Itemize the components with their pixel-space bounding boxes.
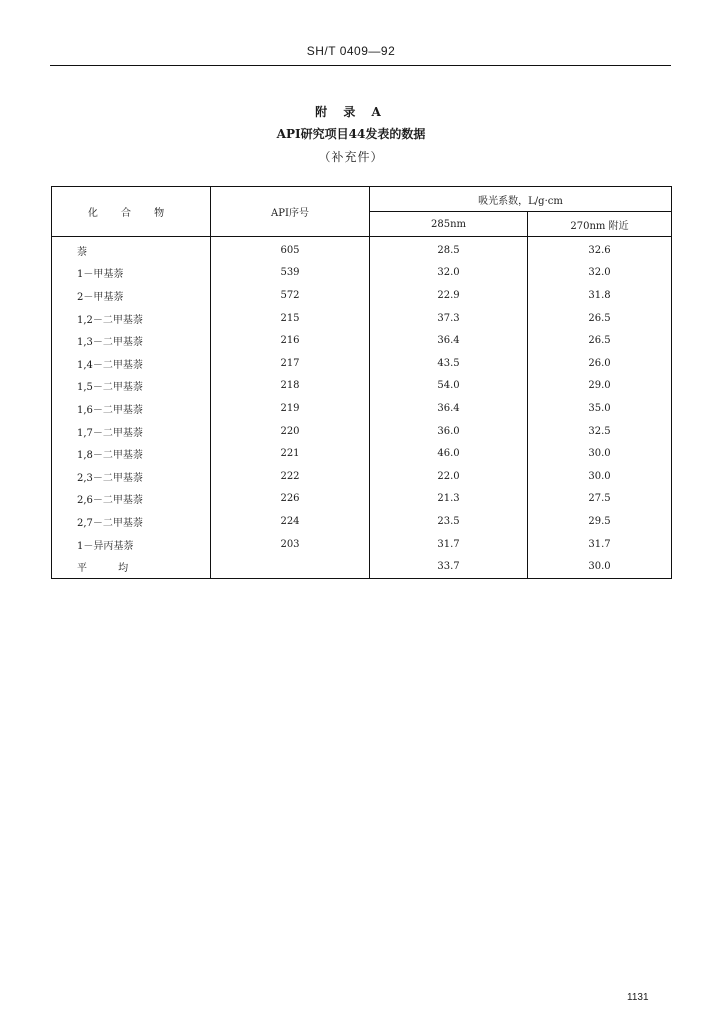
header-285nm: 285nm bbox=[370, 212, 528, 237]
value-270nm-cell: 35.0 bbox=[588, 402, 611, 414]
value-285nm-cell: 33.7 bbox=[370, 555, 528, 578]
value-285nm-cell: 28.5 bbox=[370, 237, 528, 262]
table-row bbox=[52, 375, 672, 398]
api-number-cell: 217 bbox=[211, 352, 370, 375]
table-row bbox=[52, 488, 672, 511]
compound-cell: 2,7－二甲基萘 bbox=[52, 510, 211, 533]
compound-cell: 1,8－二甲基萘 bbox=[52, 442, 211, 465]
compound-cell: 2,3－二甲基萘 bbox=[52, 465, 211, 488]
value-285nm-cell: 54.0 bbox=[370, 375, 528, 398]
header-compound: 化 合 物 bbox=[52, 187, 211, 237]
table-row bbox=[52, 465, 672, 488]
value-270nm-cell: 30.0 bbox=[588, 561, 611, 573]
table-row bbox=[52, 307, 672, 330]
compound-cell: 萘 bbox=[52, 237, 211, 262]
appendix-subtitle: （补充件） bbox=[318, 150, 384, 164]
table-body bbox=[52, 237, 672, 579]
api-number-cell: 218 bbox=[211, 375, 370, 398]
appendix-title: API研究项目44发表的数据 bbox=[276, 127, 426, 141]
compound-cell: 1,2－二甲基萘 bbox=[52, 307, 211, 330]
table-row bbox=[52, 352, 672, 375]
table-row bbox=[52, 533, 672, 556]
value-270nm-cell: 26.5 bbox=[588, 335, 611, 347]
value-285nm-cell: 36.0 bbox=[370, 420, 528, 443]
value-285nm-cell: 23.5 bbox=[370, 510, 528, 533]
value-270nm-cell: 29.5 bbox=[588, 515, 611, 527]
value-285nm-cell: 37.3 bbox=[370, 307, 528, 330]
table-row bbox=[52, 397, 672, 420]
api-number-cell: 219 bbox=[211, 397, 370, 420]
value-285nm-cell: 36.4 bbox=[370, 329, 528, 352]
api-number-cell: 220 bbox=[211, 420, 370, 443]
value-285nm-cell: 43.5 bbox=[370, 352, 528, 375]
compound-cell: 1,5－二甲基萘 bbox=[52, 375, 211, 398]
table-row bbox=[52, 510, 672, 533]
value-285nm-cell: 46.0 bbox=[370, 442, 528, 465]
api-number-cell: 572 bbox=[211, 284, 370, 307]
compound-cell: 1－异丙基萘 bbox=[52, 533, 211, 556]
value-285nm-cell: 21.3 bbox=[370, 488, 528, 511]
value-270nm-cell: 27.5 bbox=[588, 493, 611, 505]
compound-cell: 1,6－二甲基萘 bbox=[52, 397, 211, 420]
value-270nm-cell: 32.6 bbox=[588, 244, 611, 256]
value-270nm-cell: 30.0 bbox=[588, 470, 611, 482]
table-row bbox=[52, 237, 672, 262]
appendix-label: 附 录 A bbox=[315, 105, 387, 119]
header-api-number: API序号 bbox=[211, 187, 370, 237]
api-number-cell bbox=[211, 555, 370, 578]
compound-cell: 1,4－二甲基萘 bbox=[52, 352, 211, 375]
api-number-cell: 221 bbox=[211, 442, 370, 465]
value-270nm-cell: 32.0 bbox=[588, 267, 611, 279]
standard-code: SH/T 0409—92 bbox=[306, 44, 396, 58]
api-number-cell: 605 bbox=[211, 237, 370, 262]
header-rule bbox=[50, 65, 671, 66]
table-row bbox=[52, 442, 672, 465]
compound-cell: 1,3－二甲基萘 bbox=[52, 329, 211, 352]
compound-cell: 平 均 bbox=[52, 555, 211, 578]
header-270nm: 270nm 附近 bbox=[528, 212, 672, 237]
value-270nm-cell: 32.5 bbox=[588, 425, 611, 437]
api-number-cell: 539 bbox=[211, 262, 370, 285]
value-270nm-cell: 31.8 bbox=[588, 289, 611, 301]
table-row bbox=[52, 262, 672, 285]
api-number-cell: 215 bbox=[211, 307, 370, 330]
average-row bbox=[52, 555, 672, 578]
api-number-cell: 222 bbox=[211, 465, 370, 488]
page-number: 1131 bbox=[627, 992, 649, 1003]
value-285nm-cell: 22.9 bbox=[370, 284, 528, 307]
value-285nm-cell: 32.0 bbox=[370, 262, 528, 285]
value-270nm-cell: 29.0 bbox=[588, 380, 611, 392]
table-row bbox=[52, 284, 672, 307]
api-number-cell: 216 bbox=[211, 329, 370, 352]
header-absorption-coefficient: 吸光系数，L/g·cm bbox=[370, 187, 672, 212]
value-285nm-cell: 36.4 bbox=[370, 397, 528, 420]
value-270nm-cell: 30.0 bbox=[588, 448, 611, 460]
compound-cell: 1,7－二甲基萘 bbox=[52, 420, 211, 443]
compound-cell: 1－甲基萘 bbox=[52, 262, 211, 285]
value-270nm-cell: 26.0 bbox=[588, 357, 611, 369]
compound-cell: 2,6－二甲基萘 bbox=[52, 488, 211, 511]
table-row bbox=[52, 420, 672, 443]
absorption-data-table bbox=[51, 186, 672, 579]
value-270nm-cell: 31.7 bbox=[588, 538, 611, 550]
value-270nm-cell: 26.5 bbox=[588, 312, 611, 324]
table-row bbox=[52, 329, 672, 352]
compound-cell: 2－甲基萘 bbox=[52, 284, 211, 307]
api-number-cell: 203 bbox=[211, 533, 370, 556]
value-285nm-cell: 22.0 bbox=[370, 465, 528, 488]
api-number-cell: 226 bbox=[211, 488, 370, 511]
value-285nm-cell: 31.7 bbox=[370, 533, 528, 556]
api-number-cell: 224 bbox=[211, 510, 370, 533]
